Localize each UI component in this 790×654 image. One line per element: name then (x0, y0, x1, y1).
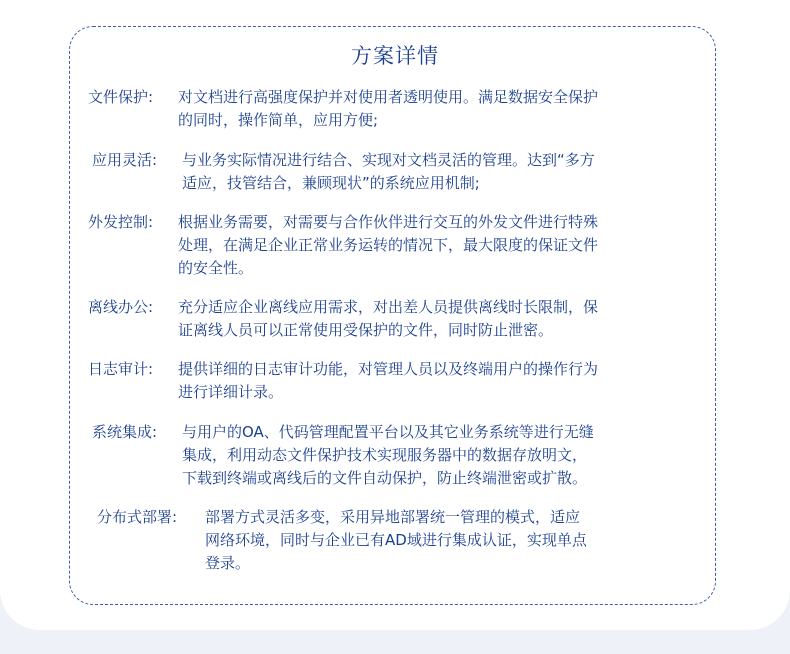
item-label: 应用灵活: (92, 151, 158, 169)
item-label: 离线办公: (88, 298, 154, 316)
item-label: 分布式部署: (97, 508, 178, 526)
item-description: 与业务实际情况进行结合、实现对文档灵活的管理。达到“多方 适应，技管结合，兼顾现状”的系统应用机制; (182, 151, 595, 192)
item-distributed-deployment (97, 506, 675, 575)
item-file-protection (88, 86, 698, 132)
item-description: 根据业务需要，对需要与合作伙伴进行交互的外发文件进行特殊 处理，在满足企业正常业务运转的情况下，最大限度的保证文件 的安全性。 (178, 213, 599, 277)
item-flexible-application (92, 149, 702, 195)
item-label: 系统集成: (92, 423, 158, 441)
item-offline-office (88, 296, 698, 342)
section-title: 方案详情 (351, 44, 439, 68)
item-description: 部署方式灵活多变，采用异地部署统一管理的模式，适应 网络环境，同时与企业已有AD域进行集成认证，实现单点 登录。 (205, 508, 587, 572)
item-log-audit (88, 358, 698, 404)
item-description: 对文档进行高强度保护并对使用者透明使用。满足数据安全保护 的同时，操作简单，应用方便; (178, 88, 599, 129)
item-description: 充分适应企业离线应用需求，对出差人员提供离线时长限制，保 证离线人员可以正常使用受保护的文件，同时防止泄密。 (178, 298, 599, 339)
item-system-integration (92, 421, 692, 490)
item-label: 外发控制: (88, 213, 154, 231)
item-description: 提供详细的日志审计功能，对管理人员以及终端用户的操作行为 进行详细计录。 (178, 360, 599, 401)
item-label: 日志审计: (88, 360, 154, 378)
item-description: 与用户的OA、代码管理配置平台以及其它业务系统等进行无缝 集成，利用动态文件保护技术实现服务器中的数据存放明文， 下载到终端或离线后的文件自动保护，防止终端泄密或扩散。 (182, 423, 594, 487)
item-outgoing-control (88, 211, 698, 280)
item-label: 文件保护: (88, 88, 154, 106)
